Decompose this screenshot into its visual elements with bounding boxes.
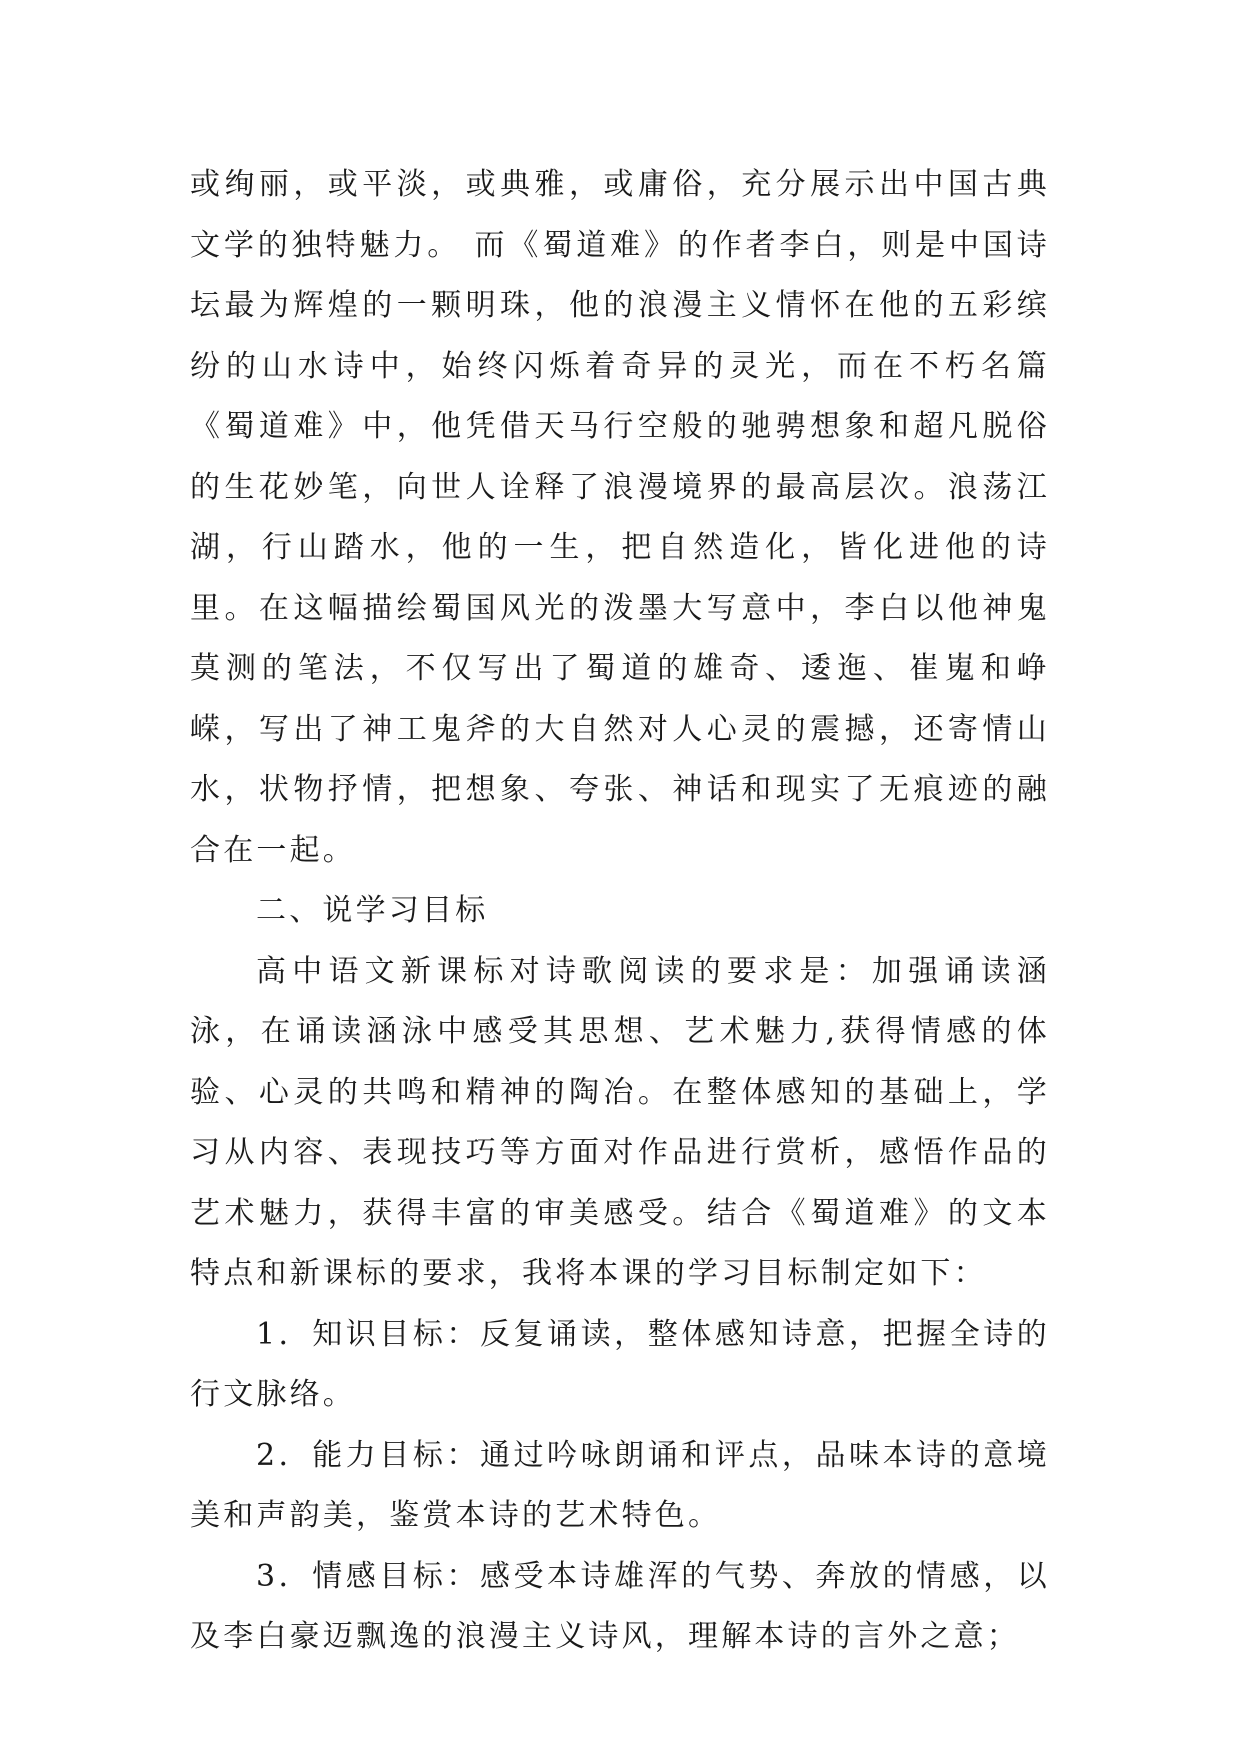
section-heading-learning-objectives: 二、说学习目标: [256, 893, 489, 928]
list-item-knowledge-objective: 1．知识目标：反复诵读，整体感知诗意，把握全诗的行文脉络。: [190, 1316, 1050, 1412]
paragraph-curriculum-requirements: 高中语文新课标对诗歌阅读的要求是：加强诵读涵泳，在诵读涵泳中感受其思想、艺术魅力,获得情感的体验、心灵的共鸣和精神的陶冶。在整体感知的基础上，学习从内容、表现技巧等方面对作品进行赏析，感悟作品的艺术魅力，获得丰富的审美感受。结合《蜀道难》的文本特点和新课标的要求，我将本课的学习目标制定如下：: [190, 953, 1050, 1291]
list-item-emotion-objective: 3．情感目标：感受本诗雄浑的气势、奔放的情感，以及李白豪迈飘逸的浪漫主义诗风，理解本诗的言外之意；: [190, 1558, 1050, 1654]
paragraph-intro-continuation: 或绚丽，或平淡，或典雅，或庸俗，充分展示出中国古典文学的独特魅力。 而《蜀道难》的作者李白，则是中国诗坛最为辉煌的一颗明珠，他的浪漫主义情怀在他的五彩缤纷的山水诗中，始终闪烁着奇异的灵光，而在不朽名篇《蜀道难》中，他凭借天马行空般的驰骋想象和超凡脱俗的生花妙笔，向世人诠释了浪漫境界的最高层次。浪荡江湖，行山踏水，他的一生，把自然造化，皆化进他的诗里。在这幅描绘蜀国风光的泼墨大写意中，李白以他神鬼莫测的笔法，不仅写出了蜀道的雄奇、逶迤、崔嵬和峥嵘，写出了神工鬼斧的大自然对人心灵的震撼，还寄情山水，状物抒情，把想象、夸张、神话和现实了无痕迹的融合在一起。: [190, 167, 1050, 868]
list-item-ability-objective: 2．能力目标：通过吟咏朗诵和评点，品味本诗的意境美和声韵美，鉴赏本诗的艺术特色。: [190, 1437, 1050, 1533]
document-page: [190, 155, 1050, 1668]
